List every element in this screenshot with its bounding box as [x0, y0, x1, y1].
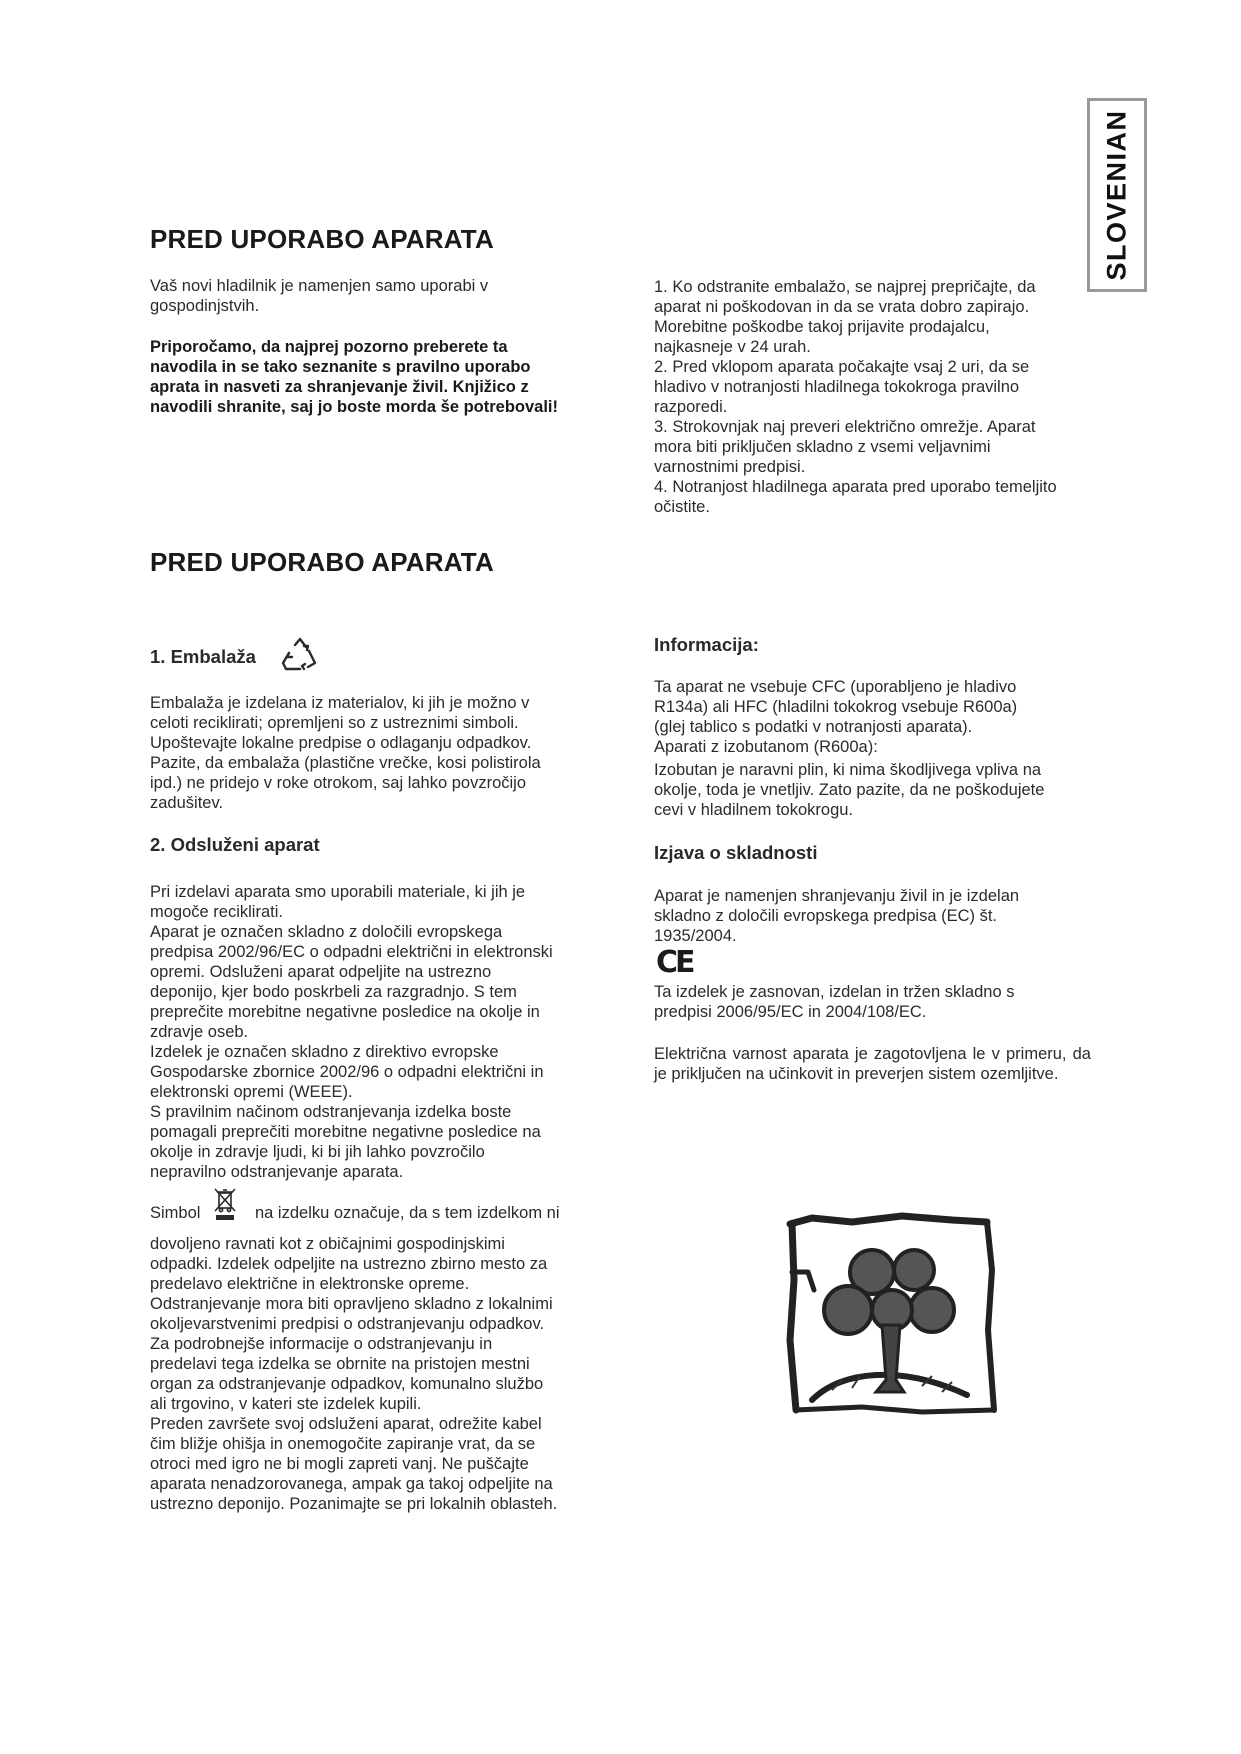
language-tab-label: SLOVENIAN	[1101, 109, 1132, 281]
conformity-heading: Izjava o skladnosti	[654, 842, 818, 863]
conformity-text-3: Električna varnost aparata je zagotovljena le v primeru, da je priključen na učinkovit in preverjen sistem ozemljitve.	[654, 1045, 1091, 1083]
language-tab	[1087, 98, 1147, 292]
eco-tree-icon	[782, 1210, 1002, 1420]
disposal-text: Pri izdelavi aparata smo uporabili materiale, ki jih je mogoče reciklirati. Aparat je označen skladno z določili evropskega predpisa 2002/96/EC o odpadni električni in elektronski opremi. Odsluženi aparat odpeljite na ustrezno deponijo, kjer bodo poskrbeli za razgradnjo. S tem preprečite morebitne negativne posledice na okolje in zdravje oseb. Izdelek je označen skladno z direktivo evropske Gospodarske zbornice 2002/96 o odpadni električni in elektronski opremi (WEEE). S pravilnim načinom odstranjevanja izdelka boste pomagali preprečiti morebitne negativne posledice na okolje in zdravje ljudi, ki bi jih lahko povzročilo nepravilno odstranjevanje aparata.	[150, 883, 553, 1181]
recycle-icon	[280, 637, 320, 678]
packaging-heading-row	[150, 641, 320, 673]
packaging-text: Embalaža je izdelana iz materialov, ki jih je možno v celoti reciklirati; opremljeni so z ustreznimi simboli. Upoštevajte lokalne predpise o odlaganju odpadkov. Pazite, da embalaža (plastične vrečke, kosi polistirola ipd.) ne pridejo v roke otrokom, saj lahko povzročijo zadušitev.	[150, 694, 541, 812]
disposal-heading: 2. Odsluženi aparat	[150, 834, 320, 855]
crossed-bin-icon	[212, 1186, 238, 1227]
section2-title: PRED UPORABO APARATA	[150, 547, 494, 577]
setup-steps: 1. Ko odstranite embalažo, se najprej prepričajte, da aparat ni poškodovan in da se vrata dobro zapirajo. Morebitne poškodbe takoj prijavite prodajalcu, najkasneje v 24 urah. 2. Pred vklopom aparata počakajte vsaj 2 uri, da se hladivo v notranjosti hladilnega tokokroga pravilno razporedi. 3. Strokovnjak naj preveri električno omrežje. Aparat mora biti priključen skladno z vsemi veljavnimi varnostnimi predpisi. 4. Notranjost hladilnega aparata pred uporabo temeljito očistite.	[654, 278, 1057, 516]
symbol-suffix: na izdelku označuje, da s tem izdelkom ni	[255, 1204, 560, 1222]
information-text-1: Ta aparat ne vsebuje CFC (uporabljeno je hladivo R134a) ali HFC (hladilni tokokrog vsebuje R600a) (glej tablico s podatki v notranjosti aparata). Aparati z izobutanom (R600a):	[654, 678, 1018, 756]
symbol-text: dovoljeno ravnati kot z običajnimi gospodinjskimi odpadki. Izdelek odpeljite na ustrezno zbirno mesto za predelavo električne in elektronske opreme. Odstranjevanje mora biti opravljeno skladno z lokalnimi okoljevarstvenimi predpisi o odstranjevanju odpadkov. Za podrobnejše informacije o odstranjevanju in predelavi tega izdelka se obrnite na pristojen mestni organ za odstranjevanje odpadkov, komunalno službo ali trgovino, v kateri ste izdelek kupili. Preden završete svoj odsluženi aparat, odrežite kabel čim bližje ohišja in onemogočite zapiranje vrat, da se otroci med igro ne bi mogli zapreti vanj. Ne puščajte aparata nenadzorovanega, ampak ga takoj odpeljite na ustrezno deponijo. Pozanimajte se pri lokalnih oblasteh.	[150, 1235, 558, 1513]
ce-mark: CE	[656, 945, 693, 980]
conformity-text-1: Aparat je namenjen shranjevanju živil in je izdelan skladno z določili evropskega predpisa (EC) št. 1935/2004.	[654, 887, 1020, 945]
information-text-2: Izobutan je naravni plin, ki nima škodljivega vpliva na okolje, toda je vnetljiv. Zato pazite, da ne poškodujete cevi v hladilnem tokokrogu.	[654, 761, 1045, 819]
intro-text: Vaš novi hladilnik je namenjen samo uporabi v gospodinjstvih.	[150, 277, 489, 315]
conformity-text-2: Ta izdelek je zasnovan, izdelan in tržen skladno s predpisi 2006/95/EC in 2004/108/EC.	[654, 983, 1015, 1021]
packaging-heading: 1. Embalaža	[150, 646, 256, 667]
weee-symbol-line	[150, 1188, 610, 1224]
information-heading: Informacija:	[654, 634, 759, 655]
section1-title: PRED UPORABO APARATA	[150, 224, 494, 254]
symbol-prefix: Simbol	[150, 1204, 201, 1222]
recommendation-text: Priporočamo, da najprej pozorno preberete ta navodila in se tako seznanite s pravilno uporabo aprata in nasveti za shranjevanje živil. Knjižico z navodili shranite, saj jo boste morda še potrebovali!	[150, 338, 559, 416]
